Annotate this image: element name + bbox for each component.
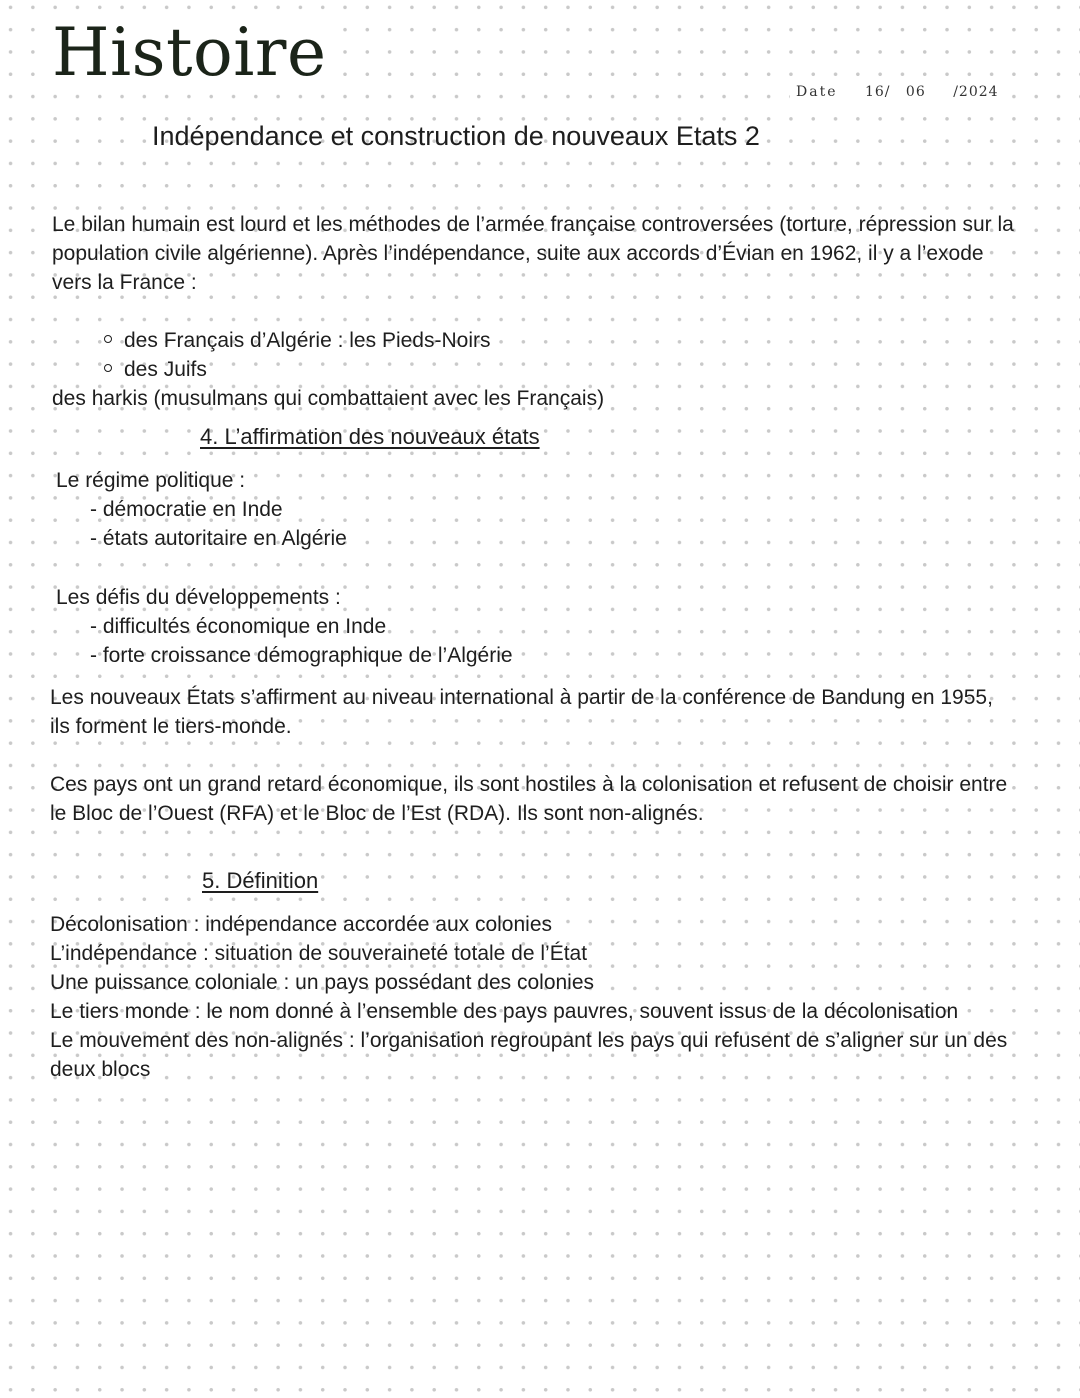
bullet-circle-icon [104, 364, 112, 372]
definition-item: L’indépendance : situation de souveraineté totale de l’État [50, 942, 588, 965]
paragraph-line: Les nouveaux États s’affirment au niveau international à partir de la conférence de Bandung en 1955, [50, 686, 993, 709]
intro-line: population civile algérienne). Après l’indépendance, suite aux accords d’Évian en 1962, il y a l’exode [52, 242, 984, 265]
definition-item: Le tiers monde : le nom donné à l’ensemble des pays pauvres, souvent issus de la décolonisation [50, 1000, 959, 1023]
date-field [790, 82, 1005, 102]
defis-list [90, 612, 513, 670]
exodus-bullet-list [104, 326, 490, 384]
section-4-heading: 4. L’affirmation des nouveaux états [200, 424, 540, 449]
paragraph-line: ils forment le tiers-monde. [50, 715, 292, 738]
bullet-circle-icon [104, 335, 112, 343]
list-item: - démocratie en Inde [90, 498, 283, 521]
date-label: Date [796, 84, 838, 100]
date-day: 16/ [864, 84, 891, 100]
paragraph-line: Ces pays ont un grand retard économique, ils sont hostiles à la colonisation et refusent de choisir entre [50, 773, 1008, 796]
definition-item: Décolonisation : indépendance accordée aux colonies [50, 913, 553, 936]
subject-title: Histoire [52, 18, 333, 88]
list-item: - états autoritaire en Algérie [90, 527, 347, 550]
intro-line: Le bilan humain est lourd et les méthodes de l’armée française controversées (torture, répression sur la [52, 213, 1014, 236]
list-item: - difficultés économique en Inde [90, 615, 387, 638]
definition-item: deux blocs [50, 1058, 151, 1081]
exodus-last-line: des harkis (musulmans qui combattaient avec les Français) [52, 387, 605, 410]
definition-item: Une puissance coloniale : un pays possédant des colonies [50, 971, 595, 994]
date-month: 06 [905, 84, 926, 100]
regime-label: Le régime politique : [56, 469, 246, 492]
intro-line: vers la France : [52, 271, 197, 294]
list-item: des Juifs [104, 355, 490, 384]
definitions-list [50, 910, 1007, 1084]
paragraph-line: le Bloc de l’Ouest (RFA) et le Bloc de l’Est (RDA). Ils sont non-alignés. [50, 802, 704, 825]
defis-label: Les défis du développements : [56, 586, 341, 609]
regime-list [90, 495, 347, 553]
bandung-paragraph [50, 683, 993, 741]
list-item: - forte croissance démographique de l’Algérie [90, 644, 513, 667]
section-5-heading: 5. Définition [202, 868, 319, 893]
date-year: /2024 [953, 84, 999, 100]
intro-paragraph [52, 210, 1014, 297]
list-item: des Français d’Algérie : les Pieds-Noirs [104, 326, 490, 355]
non-aligned-paragraph [50, 770, 1007, 828]
document-title: Indépendance et construction de nouveaux Etats 2 [152, 121, 760, 151]
definition-item: Le mouvement des non-alignés : l’organisation regroupant les pays qui refusent de s’aligner sur un des [50, 1029, 1008, 1052]
